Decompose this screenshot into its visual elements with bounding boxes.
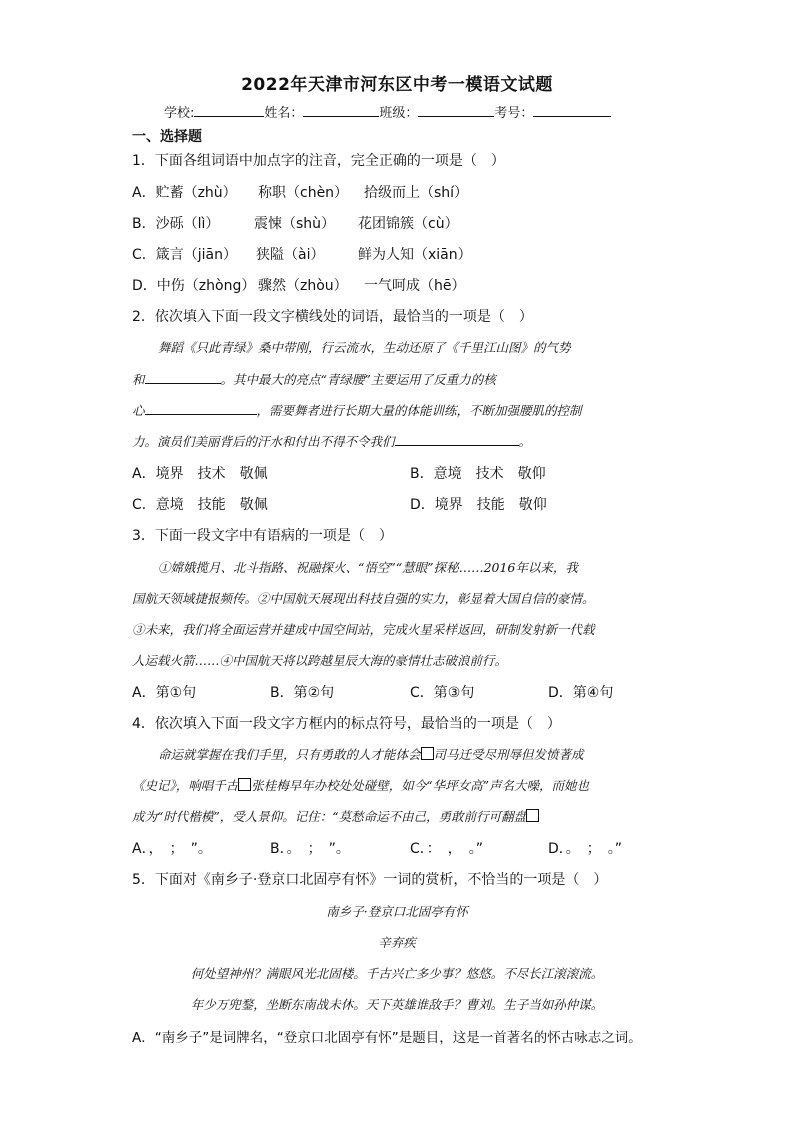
poem-title: 南乡子·登京口北固亭有怀 (326, 904, 468, 919)
school-label: 学校: (164, 106, 195, 121)
q1-option-d-2: 骤然（zhòu） (258, 278, 348, 294)
q2-passage-line-4 (132, 432, 531, 450)
name-label: 姓名： (264, 106, 304, 121)
q4-option-b[interactable]: B．。 ； ”。 (270, 841, 350, 857)
poem-line-1: 何处望神州？满眼风光北固楼。千古兴亡多少事？悠悠。不尽长江滚滚流。 (190, 966, 604, 981)
class-field[interactable] (418, 102, 494, 117)
q4-option-a[interactable]: A．， ； ”。 (132, 841, 212, 857)
q3-passage-line-1: ①嫦娥揽月、北斗指路、祝融探火、“悟空”“慧眼”探秘……2016年以来，我 (158, 560, 578, 575)
question-3-stem: 3．下面一段文字中有语病的一项是（ ） (132, 528, 393, 544)
q2-option-c[interactable]: C．意境 技能 敬佩 (132, 497, 268, 513)
section-heading: 一、选择题 (132, 129, 202, 145)
q2-text: 。其中最大的亮点“青绿腰”主要运用了反重力的核 (220, 372, 496, 387)
q4-text: 《史记》，响唱千古 (132, 778, 239, 793)
q3-passage-line-3: ③未来，我们将全面运营并建成中国空间站，完成火星采样返回，研制发射新一代载 (132, 622, 595, 637)
q2-text: 力。演员们美丽背后的汗水和付出不得不令我们 (132, 434, 395, 449)
question-5-stem: 5．下面对《南乡子·登京口北固亭有怀》一词的赏析，不恰当的一项是（ ） (132, 872, 608, 888)
q2-text: ，需要舞者进行长期大量的体能训练，不断加强腰肌的控制 (256, 403, 582, 418)
q2-text: 心 (132, 403, 145, 418)
exam-no-field[interactable] (533, 102, 611, 117)
q3-option-a[interactable]: A．第①句 (132, 685, 197, 701)
q3-option-b[interactable]: B．第②句 (270, 685, 335, 701)
q1-option-a-2: 称职（chèn） (258, 185, 349, 201)
q1-option-d-3: 一气呵成（hē） (364, 278, 466, 294)
q2-option-a[interactable]: A．境界 技术 敬佩 (132, 466, 268, 482)
q4-passage-line-2 (132, 776, 589, 794)
q1-option-d-1[interactable]: D．中伤（zhòng） (132, 278, 256, 294)
question-1-stem: 1．下面各组词语中加点字的注音，完全正确的一项是（ ） (132, 153, 505, 169)
q1-option-c-3: 鲜为人知（xiān） (358, 247, 472, 263)
class-label: 班级： (379, 106, 419, 121)
q2-passage-line-2 (132, 370, 496, 388)
q5-option-a[interactable]: A．“南乡子”是词牌名，“登京口北固亭有怀”是题目，这是一首著名的怀古咏志之词。 (132, 1030, 642, 1046)
q2-option-b[interactable]: B．意境 技术 敬仰 (410, 466, 546, 482)
q3-passage-line-2: 国航天领域捷报频传。②中国航天展现出科技自强的实力，彰显着大国自信的豪情。 (132, 591, 595, 606)
q1-option-a-3: 拾级而上（shí） (364, 185, 469, 201)
q4-text: 司马迁受尽刑辱但发愤著成 (433, 747, 584, 762)
q1-option-b-3: 花团锦簇（cù） (358, 216, 459, 232)
school-field[interactable] (194, 102, 264, 117)
q4-text: 成为“时代楷模”，受人景仰。记住：“莫愁命运不由己，勇敢前行可翻盘 (132, 809, 527, 824)
q2-passage-line-1: 舞蹈《只此青绿》桑中带刚，行云流水，生动还原了《千里江山图》的气势 (158, 340, 571, 355)
student-info-row (164, 102, 611, 121)
q1-option-b-2: 震悚（shù） (254, 216, 336, 232)
q1-option-a-1[interactable]: A．贮蓄（zhù） (132, 185, 237, 201)
q1-option-b-1[interactable]: B．沙砾（lì） (132, 216, 220, 232)
question-2-stem: 2．依次填入下面一段文字横线处的词语，最恰当的一项是（ ） (132, 309, 533, 325)
q2-text: 。 (518, 434, 532, 449)
q2-option-d[interactable]: D．境界 技能 敬仰 (410, 497, 547, 513)
q4-option-c[interactable]: C．： ， 。” (410, 841, 484, 857)
q4-passage-line-1 (158, 745, 584, 763)
poem-line-2: 年少万兜鍪，坐断东南战未休。天下英雄谁敌手？曹刘。生子当如孙仲谋。 (190, 997, 604, 1012)
poem-author: 辛弃疾 (378, 935, 416, 950)
q4-text: 命运就掌握在我们手里，只有勇敢的人才能体会 (158, 747, 421, 762)
q2-blank-1[interactable] (145, 371, 221, 384)
q1-option-c-1[interactable]: C．箴言（jiān） (132, 247, 238, 263)
q1-option-c-2: 狭隘（ài） (256, 247, 325, 263)
q4-punct-box-3[interactable] (526, 809, 539, 822)
name-field[interactable] (303, 102, 379, 117)
q3-passage-line-4: 人运载火箭……④中国航天将以跨越星辰大海的豪情壮志破浪前行。 (132, 653, 508, 668)
exam-no-label: 考号： (494, 106, 534, 121)
q2-blank-2[interactable] (145, 402, 257, 415)
q3-option-d[interactable]: D．第④句 (548, 685, 614, 701)
q2-text: 和 (132, 372, 145, 387)
q4-punct-box-1[interactable] (421, 747, 434, 760)
q4-option-d[interactable]: D．。 ； 。” (548, 841, 623, 857)
q4-text: 张桂梅早年办校处处碰壁，如今“华坪女高”声名大噪，而她也 (251, 778, 590, 793)
q2-blank-3[interactable] (395, 433, 519, 446)
q3-option-c[interactable]: C．第③句 (410, 685, 475, 701)
question-4-stem: 4．依次填入下面一段文字方框内的标点符号，最恰当的一项是（ ） (132, 716, 561, 732)
q4-punct-box-2[interactable] (238, 778, 251, 791)
page-title: 2022年天津市河东区中考一模语文试题 (241, 75, 553, 95)
q4-passage-line-3 (132, 807, 539, 825)
q2-passage-line-3 (132, 401, 582, 419)
